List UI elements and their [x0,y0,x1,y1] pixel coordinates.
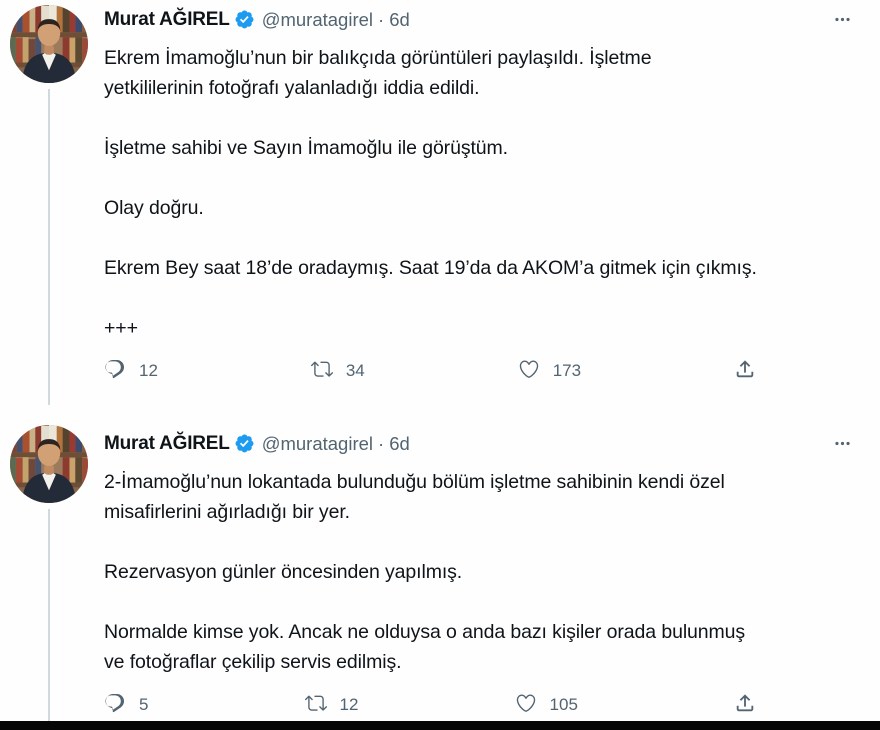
verified-badge-icon [234,9,255,30]
tweet-1-body [104,43,856,343]
thread-connector-line [48,89,50,405]
tweet-text-line: Normalde kimse yok. Ancak ne olduysa o anda bazı kişiler orada bulunmuş [104,621,746,643]
reply-icon [104,358,126,383]
reply-count: 5 [139,694,149,714]
tweet-text-line: yetkililerinin fotoğrafı yalanladığı iddia edildi. [104,77,480,99]
tweet-1-avatar-column [0,0,104,405]
dot-separator: · [378,432,385,454]
handle-group [262,433,410,455]
bottom-crop-bar [0,721,880,730]
tweet-text-line: Olay doğru. [104,197,204,219]
timestamp[interactable]: 6d [389,432,410,454]
avatar[interactable] [10,425,88,503]
share-icon [734,358,756,383]
tweet-text-line: Ekrem İmamoğlu’nun bir balıkçıda görüntüleri paylaşıldı. İşletme [104,47,652,69]
retweet-count: 34 [345,360,365,380]
tweet-paragraph [104,43,856,103]
tweet-2-header [104,430,856,457]
tweet-text-line: misafirlerini ağırladığı bir yer. [104,501,350,523]
thread-connector-line [48,509,50,721]
like-count: 173 [552,360,582,380]
avatar-photo [10,425,88,503]
reply-button[interactable] [104,692,148,717]
tweet-1-header [104,6,856,33]
share-icon [734,692,756,717]
reply-count: 12 [139,360,158,380]
retweet-icon [311,358,333,383]
tweet-paragraph [104,467,856,527]
share-button[interactable] [734,358,756,383]
tweet-2-action-bar [104,692,756,717]
retweet-button[interactable] [311,358,365,383]
more-options-icon[interactable] [830,7,854,31]
reply-button[interactable] [104,358,158,383]
retweet-count: 12 [339,694,359,714]
tweet-paragraph [104,193,856,223]
heart-icon [515,692,537,717]
retweet-button[interactable] [305,692,359,717]
tweet-text-line: ve fotoğraflar çekilip servis edilmiş. [104,651,402,673]
tweet-2[interactable] [0,405,880,721]
tweet-paragraph [104,557,856,587]
heart-icon [518,358,540,383]
tweet-text-line: Rezervasyon günler öncesinden yapılmış. [104,561,463,583]
like-button[interactable] [518,358,581,383]
tweet-text-line: Ekrem Bey saat 18’de oradaymış. Saat 19’da da AKOM’a gitmek için çıkmış. [104,257,757,279]
more-options-icon[interactable] [830,431,854,455]
tweet-paragraph [104,133,856,163]
like-button[interactable] [515,692,578,717]
handle-group [262,9,410,31]
author-handle[interactable]: @muratagirel [261,432,374,454]
tweet-paragraph [104,617,856,677]
retweet-icon [305,692,327,717]
tweet-2-avatar-column [0,405,104,721]
tweet-text-line: +++ [104,317,138,339]
tweet-2-body [104,467,856,677]
timestamp[interactable]: 6d [389,8,410,30]
tweet-1-content [104,0,880,405]
tweet-text-line: 2-İmamoğlu’nun lokantada bulunduğu bölüm işletme sahibinin kendi özel [104,471,725,493]
author-handle[interactable]: @muratagirel [261,8,374,30]
like-count: 105 [549,694,578,714]
tweet-text-line: İşletme sahibi ve Sayın İmamoğlu ile görüştüm. [104,137,508,159]
avatar[interactable] [10,5,88,83]
share-button[interactable] [734,692,756,717]
author-name[interactable]: Murat AĞIREL [104,8,230,30]
tweet-paragraph [104,313,856,343]
author-name[interactable]: Murat AĞIREL [104,432,230,454]
tweet-2-content [104,405,880,721]
verified-badge-icon [234,433,255,454]
tweet-1-action-bar [104,358,756,383]
dot-separator: · [378,8,385,30]
reply-icon [104,692,126,717]
avatar-photo [10,5,88,83]
tweet-paragraph [104,253,856,283]
